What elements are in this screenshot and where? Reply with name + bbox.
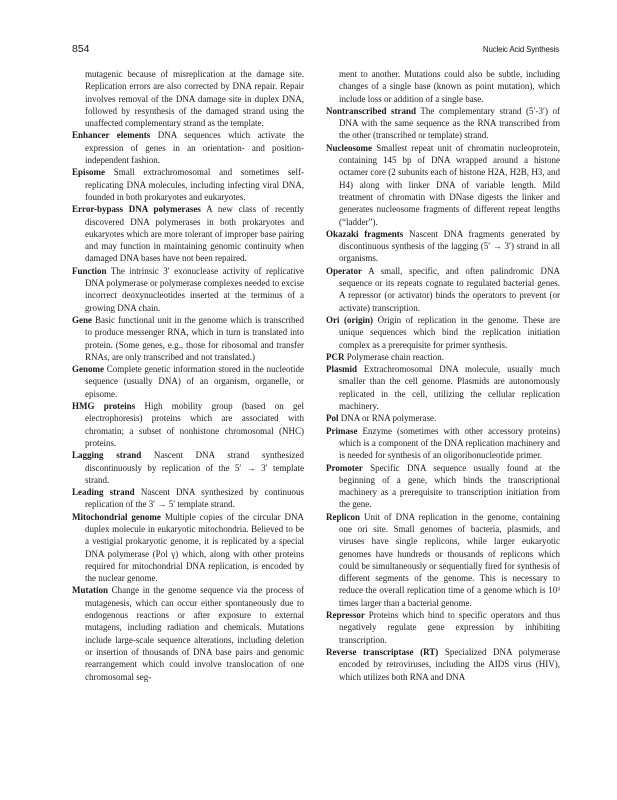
running-head: Nucleic Acid Synthesis: [482, 45, 559, 54]
right-column: [326, 68, 560, 683]
glossary-term: Episome: [72, 167, 106, 178]
glossary-term: Okazaki fragments: [326, 228, 404, 239]
glossary-entry: [72, 584, 304, 682]
glossary-term: Plasmid: [326, 364, 358, 375]
glossary-definition: Polymerase chain reaction.: [344, 351, 444, 362]
glossary-definition: Origin of replication in the genome. These are unique sequences which bind the replication initiation complex as a prerequisite for primer synthesis.: [339, 314, 560, 350]
glossary-term: Gene: [72, 314, 92, 325]
glossary-entry: [72, 449, 304, 486]
glossary-definition: The complementary strand (5′-3′) of DNA with the same sequence as the RNA transcribed from the other (transcribed or template) strand.: [339, 105, 560, 141]
glossary-term: Ori (origin): [326, 314, 374, 325]
glossary-entry: [326, 105, 560, 142]
glossary-term: Pol: [326, 413, 339, 424]
glossary-entry: [326, 511, 560, 609]
glossary-entry: [72, 166, 304, 203]
glossary-term: Mitochondrial genome: [72, 511, 161, 522]
glossary-definition: A small, specific, and often palindromic DNA sequence or its repeats cognate to regulated bacterial genes. A repressor (or activator) binds the operators to prevent (or activate) transcription.: [339, 265, 560, 313]
glossary-term: Function: [72, 265, 107, 276]
glossary-entry: [326, 265, 560, 314]
glossary-entry: [326, 228, 561, 265]
glossary-definition: Specific DNA sequence usually found at the beginning of a gene, which binds the transcriptional machinery as a prerequisite to transcription initiation from the gene.: [339, 462, 560, 510]
glossary-continuation: [85, 68, 304, 129]
glossary-term: Lagging strand: [72, 450, 142, 461]
glossary-term: Leading strand: [72, 487, 135, 498]
glossary-entry: [72, 129, 304, 166]
glossary-term: Promoter: [326, 462, 363, 473]
glossary-term: HMG proteins: [72, 401, 136, 412]
glossary-term: Error-bypass DNA polymerases: [72, 204, 201, 215]
glossary-entry: [72, 511, 304, 585]
glossary-definition: ment to another. Mutations could also be subtle, including changes of a single base (known as point mutation), which include loss or addition of a single base.: [339, 69, 560, 104]
glossary-definition: High mobility group (based on gel electrophoresis) proteins which are associated with chromatin; a subset of nonhistone chromosomal (NHC) proteins.: [85, 401, 305, 448]
glossary-entry: [326, 363, 560, 412]
glossary-definition: A new class of recently discovered DNA polymerases in both prokaryotes and eukaryotes which are more tolerant of improper base pairing and may function in maintaining genomic continuity when damaged DNA bases have not been repaired.: [85, 204, 304, 264]
glossary-entry: [72, 486, 304, 511]
glossary-definition: Nascent DNA fragments generated by discontinuous synthesis of the lagging (5′ → 3′) strand in all organisms.: [339, 228, 561, 264]
glossary-entry: [326, 412, 560, 424]
glossary-term: Genome: [72, 364, 104, 375]
glossary-term: Nucleosome: [326, 142, 372, 153]
glossary-term: Primase: [326, 425, 358, 436]
glossary-definition: Small extrachromosomal and sometimes self-replicating DNA molecules, including infecting viral DNA, founded in both prokaryotes and eukaryotes.: [85, 167, 304, 202]
glossary-definition: The intrinsic 3′ exonuclease activity of replicative DNA polymerase or polymerase complexes needed to excise incorrect deoxynucleotides inserted at the terminus of a growing DNA chain.: [85, 265, 304, 313]
glossary-definition: Extrachromosomal DNA molecule, usually much smaller than the cell genome. Plasmids are autonomously replicated in the cell, utilizing the cellular replication machinery.: [339, 364, 560, 412]
glossary-definition: Nascent DNA synthesized by continuous replication of the 3′ → 5′ template strand.: [85, 487, 304, 510]
glossary-term: Replicon: [326, 511, 361, 522]
glossary-definition: mutagenic because of misreplication at the damage site. Replication errors are also corrected by DNA repair. Repair involves removal of the DNA damage site in duplex DNA, followed by resynthesis of the damaged strand using the unaffected complementary strand as the template.: [85, 69, 304, 129]
glossary-term: Enhancer elements: [72, 130, 151, 141]
glossary-definition: Basic functional unit in the genome which is transcribed to produce messenger RNA, which in turn is translated into protein. (Some genes, e.g., those for ribosomal and transfer RNAs, are only transcribed and not translated.): [85, 314, 304, 362]
glossary-entry: [326, 351, 560, 363]
glossary-definition: Multiple copies of the circular DNA duplex molecule in eukaryotic mitochondria. Believed to be a vestigial prokaryotic genome, it is replicated by a special DNA polymerase (Pol γ) which, along with other proteins required for mitochondrial DNA replication, is encoded by the nuclear genome.: [85, 511, 304, 584]
glossary-definition: Nascent DNA strand synthesized discontinuously by replication of the 5′ → 3′ template strand.: [85, 450, 304, 485]
page-number: 854: [72, 43, 90, 55]
glossary-definition: Change in the genome sequence via the process of mutagenesis, which can occur either spontaneously due to endogenous reactions or after exposure to external mutagens, including radiation and chemicals. Mutations include large-scale sequence alterations, including deletion or insertion of thousands of DNA base pairs and genomic rearrangement which could involve translocation of one chromosomal seg-: [85, 585, 304, 682]
glossary-term: Operator: [326, 265, 362, 276]
glossary-entry: [326, 142, 560, 228]
glossary-term: Nontranscribed strand: [326, 105, 417, 116]
glossary-definition: Smallest repeat unit of chromatin nucleoprotein, containing 145 bp of DNA wrapped around a histone octamer core (2 subunits each of histone H2A, H2B, H3, and H4) along with linker DNA of variable length. Mild treatment of chromatin with DNase digests the linker and generates nucleosome fragments of different repeat lengths (“ladder”).: [339, 142, 560, 227]
glossary-definition: Enzyme (sometimes with other accessory proteins) which is a component of the DNA replication machinery and is needed for synthesis of an oligoribonucleotide primer.: [339, 425, 560, 461]
glossary-entry: [326, 646, 561, 683]
glossary-term: PCR: [326, 351, 345, 362]
glossary-entry: [326, 609, 560, 646]
glossary-definition: DNA sequences which activate the expression of genes in an orientation- and position-independent fashion.: [85, 130, 304, 166]
glossary-term: Mutation: [72, 585, 108, 596]
glossary-entry: [326, 425, 560, 462]
glossary-definition: Unit of DNA replication in the genome, containing one ori site. Small genomes of bacteria, plasmids, and viruses have single replicons, while larger eukaryotic genomes have hundreds or thousands of replicons which could be simultaneously or sequentially fired for synthesis of different segments of the genome. This is necessary to reduce the overall replication time of a genome which is 10³ times larger than a bacterial genome.: [339, 511, 560, 608]
glossary-definition: Proteins which bind to specific operators and thus negatively regulate gene expression by inhibiting transcription.: [339, 610, 560, 645]
glossary-entry: [72, 400, 305, 449]
glossary-entry: [72, 363, 304, 400]
glossary-term: Reverse transcriptase (RT): [326, 646, 439, 657]
glossary-term: Repressor: [326, 610, 365, 621]
glossary-entry: [326, 314, 560, 351]
glossary-entry: [72, 265, 304, 314]
left-column: [72, 68, 304, 683]
glossary-definition: DNA or RNA polymerase.: [338, 413, 437, 424]
glossary-definition: Specialized DNA polymerase encoded by retroviruses, including the AIDS virus (HIV), which utilizes both RNA and DNA: [339, 646, 561, 682]
glossary-entry: [72, 203, 304, 264]
glossary-entry: [326, 462, 560, 511]
glossary-continuation: [339, 68, 560, 105]
glossary-definition: Complete genetic information stored in the nucleotide sequence (usually DNA) of an organism, organelle, or episome.: [85, 364, 304, 399]
glossary-entry: [72, 314, 304, 363]
